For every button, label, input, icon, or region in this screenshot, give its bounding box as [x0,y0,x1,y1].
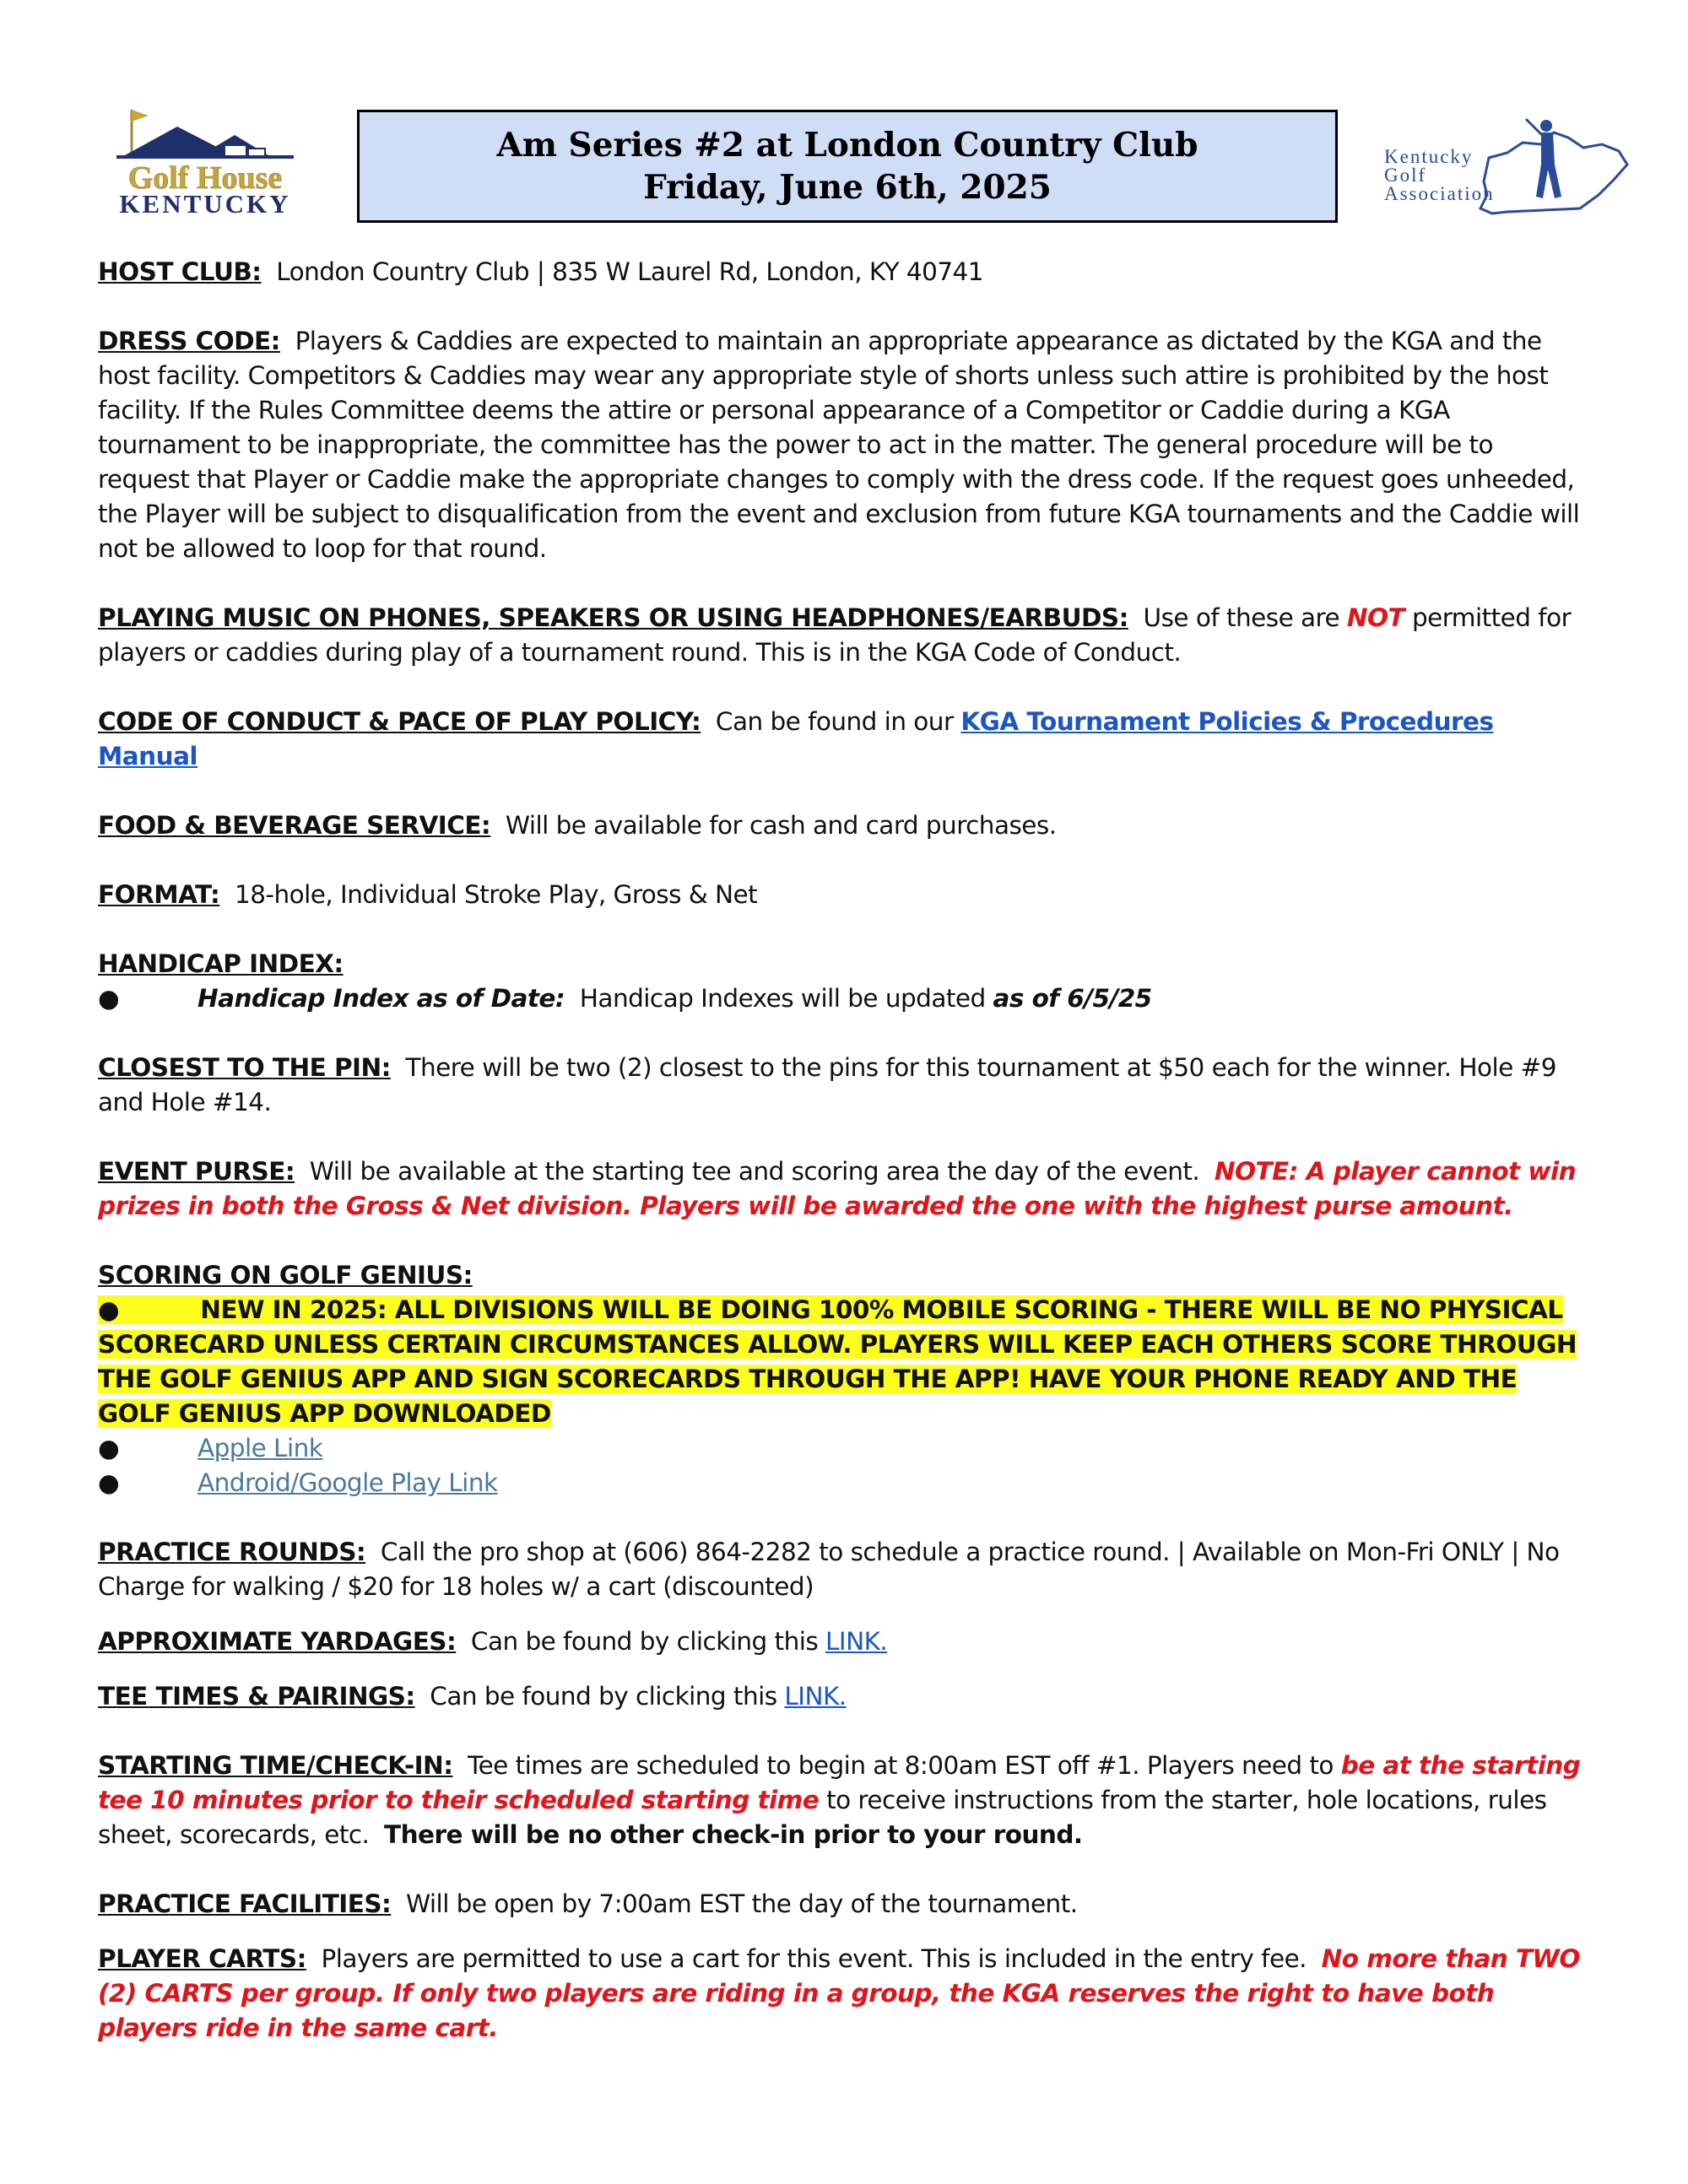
purse-section [98,1154,1583,1224]
practice-rounds-section [98,1535,1583,1604]
food-label: FOOD & BEVERAGE SERVICE: [98,811,491,840]
format-section [98,878,1583,912]
yardages-label: APPROXIMATE YARDAGES: [98,1627,457,1656]
music-text2: permitted for players or caddies during play of a tournament round. This is in the KGA Code of Conduct. [98,603,1572,667]
scoring-label: SCORING ON GOLF GENIUS: [98,1261,473,1289]
handicap-item-text: Handicap Indexes will be updated [579,984,986,1013]
handicap-bullet-item [98,981,1583,1016]
starting-bold: There will be no other check-in prior to your round. [384,1820,1083,1849]
conduct-label: CODE OF CONDUCT & PACE OF PLAY POLICY: [98,707,701,736]
handicap-item-date: as of 6/5/25 [993,984,1152,1013]
dress-code-text: Players & Caddies are expected to maintain an appropriate appearance as dictated by the KGA and the host facility. Competitors & Caddies may wear any appropriate style of shorts unless such attire is prohibited by the host facility. If the Rules Committee deems the attire or personal appearance of a Competitor or Caddie during a KGA tournament to be inappropriate, the committee has the power to act in the matter. The general procedure will be to request that Player or Caddie make the appropriate changes to comply with the dress code. If the request goes unheeded, the Player will be subject to disqualification from the event and exclusion from future KGA tournaments and the Caddie will not be allowed to loop for that round. [98,327,1580,563]
format-label: FORMAT: [98,880,220,909]
carts-label: PLAYER CARTS: [98,1944,306,1973]
carts-text: Players are permitted to use a cart for this event. This is included in the entry fee. [321,1944,1307,1973]
facilities-section [98,1887,1583,1922]
title-line1: Am Series #2 at London Country Club [496,126,1198,165]
document-body [98,255,1583,2046]
practice-rounds-text: Call the pro shop at (606) 864-2282 to schedule a practice round. | Available on Mon-Fri ONLY | No Charge for walking / $20 for 18 holes w/ a cart (discounted) [98,1538,1560,1601]
format-text: 18-hole, Individual Stroke Play, Gross & Net [234,880,758,909]
kentucky-golf-association-logo [1381,114,1634,224]
starting-text1: Tee times are scheduled to begin at 8:00am EST off #1. Players need to [468,1751,1334,1780]
ctp-label: CLOSEST TO THE PIN: [98,1053,391,1082]
conduct-text: Can be found in our [715,707,954,736]
ctp-section [98,1051,1583,1120]
food-section [98,808,1583,843]
practice-rounds-label: PRACTICE ROUNDS: [98,1538,366,1566]
title-box [357,110,1338,223]
policies-manual-link[interactable]: KGA Tournament Policies & Procedures Manual [98,707,1494,770]
music-text1: Use of these are [1143,603,1340,632]
yardages-text: Can be found by clicking this [470,1627,819,1656]
dress-code-section [98,324,1583,566]
house-icon [116,110,294,159]
title-line2: Friday, June 6th, 2025 [643,168,1052,207]
music-label: PLAYING MUSIC ON PHONES, SPEAKERS OR USING HEADPHONES/EARBUDS: [98,603,1128,632]
bullet-icon: ● [98,1468,120,1497]
host-club-label: HOST CLUB: [98,257,262,286]
starting-section [98,1749,1583,1852]
android-google-play-link[interactable]: Android/Google Play Link [197,1468,498,1497]
purse-note: NOTE: A player cannot win prizes in both the Gross & Net division. Players will be awarded the one with the highest purse amount. [98,1157,1577,1220]
tee-times-text: Can be found by clicking this [430,1682,777,1711]
ctp-text: There will be two (2) closest to the pins for this tournament at $50 each for the winner. Hole #9 and Hole #14. [98,1053,1556,1116]
dress-code-label: DRESS CODE: [98,327,280,355]
apple-link[interactable]: Apple Link [197,1434,323,1462]
starting-label: STARTING TIME/CHECK-IN: [98,1751,453,1780]
starting-red: be at the starting tee 10 minutes prior to their scheduled starting time [98,1751,1581,1814]
food-text: Will be available for cash and card purchases. [505,811,1057,840]
handicap-item-label: Handicap Index as of Date: [197,984,565,1013]
facilities-label: PRACTICE FACILITIES: [98,1889,392,1918]
apple-link-item [98,1431,1583,1466]
golfer-silhouette-icon [1526,119,1561,198]
handicap-section [98,947,1583,981]
conduct-section [98,705,1583,774]
tee-times-link[interactable]: LINK. [784,1682,847,1711]
logo-right-text3: Association [1384,183,1495,204]
bullet-icon: ● [98,1434,120,1462]
handicap-label: HANDICAP INDEX: [98,949,344,978]
host-club-section [98,255,1583,289]
music-section [98,601,1583,670]
yardages-section [98,1624,1583,1659]
tee-times-section [98,1679,1583,1714]
purse-label: EVENT PURSE: [98,1157,295,1186]
bullet-icon: ● [98,1295,120,1324]
starting-text2: to receive instructions from the starter, hole locations, rules sheet, scorecards, etc. [98,1786,1547,1849]
android-link-item [98,1466,1583,1500]
bullet-icon: ● [98,984,120,1013]
scoring-highlight [98,1293,1583,1431]
host-club-text: London Country Club | 835 W Laurel Rd, London, KY 40741 [276,257,983,286]
music-not: NOT [1346,603,1405,632]
carts-section [98,1942,1583,2046]
logo-right-text2: Golf [1384,165,1427,186]
golf-house-kentucky-logo [100,108,311,219]
facilities-text: Will be open by 7:00am EST the day of the tournament. [405,1889,1078,1918]
logo-left-text1: Golf House [127,160,283,196]
tee-times-label: TEE TIMES & PAIRINGS: [98,1682,415,1711]
carts-red: No more than TWO (2) CARTS per group. If only two players are riding in a group, the KGA reserves the right to have both players ride in the same cart. [98,1944,1580,2042]
yardages-link[interactable]: LINK. [825,1627,888,1656]
logo-left-text2: KENTUCKY [119,189,291,219]
logo-right-text1: Kentucky [1384,146,1474,167]
scoring-section [98,1258,1583,1293]
purse-text: Will be available at the starting tee and scoring area the day of the event. [309,1157,1200,1186]
scoring-highlight-text: NEW IN 2025: ALL DIVISIONS WILL BE DOING 100% MOBILE SCORING - THERE WILL BE NO PHYSICAL SCORECARD UNLESS CERTAIN CIRCUMSTANCES ALLOW. PLAYERS WILL KEEP EACH OTHERS SCORE THROUGH THE GOLF GENIUS APP AND SIGN SCORECARDS THROUGH THE APP! HAVE YOUR PHONE READY AND THE GOLF GENIUS APP DOWNLOADED [98,1295,1577,1428]
